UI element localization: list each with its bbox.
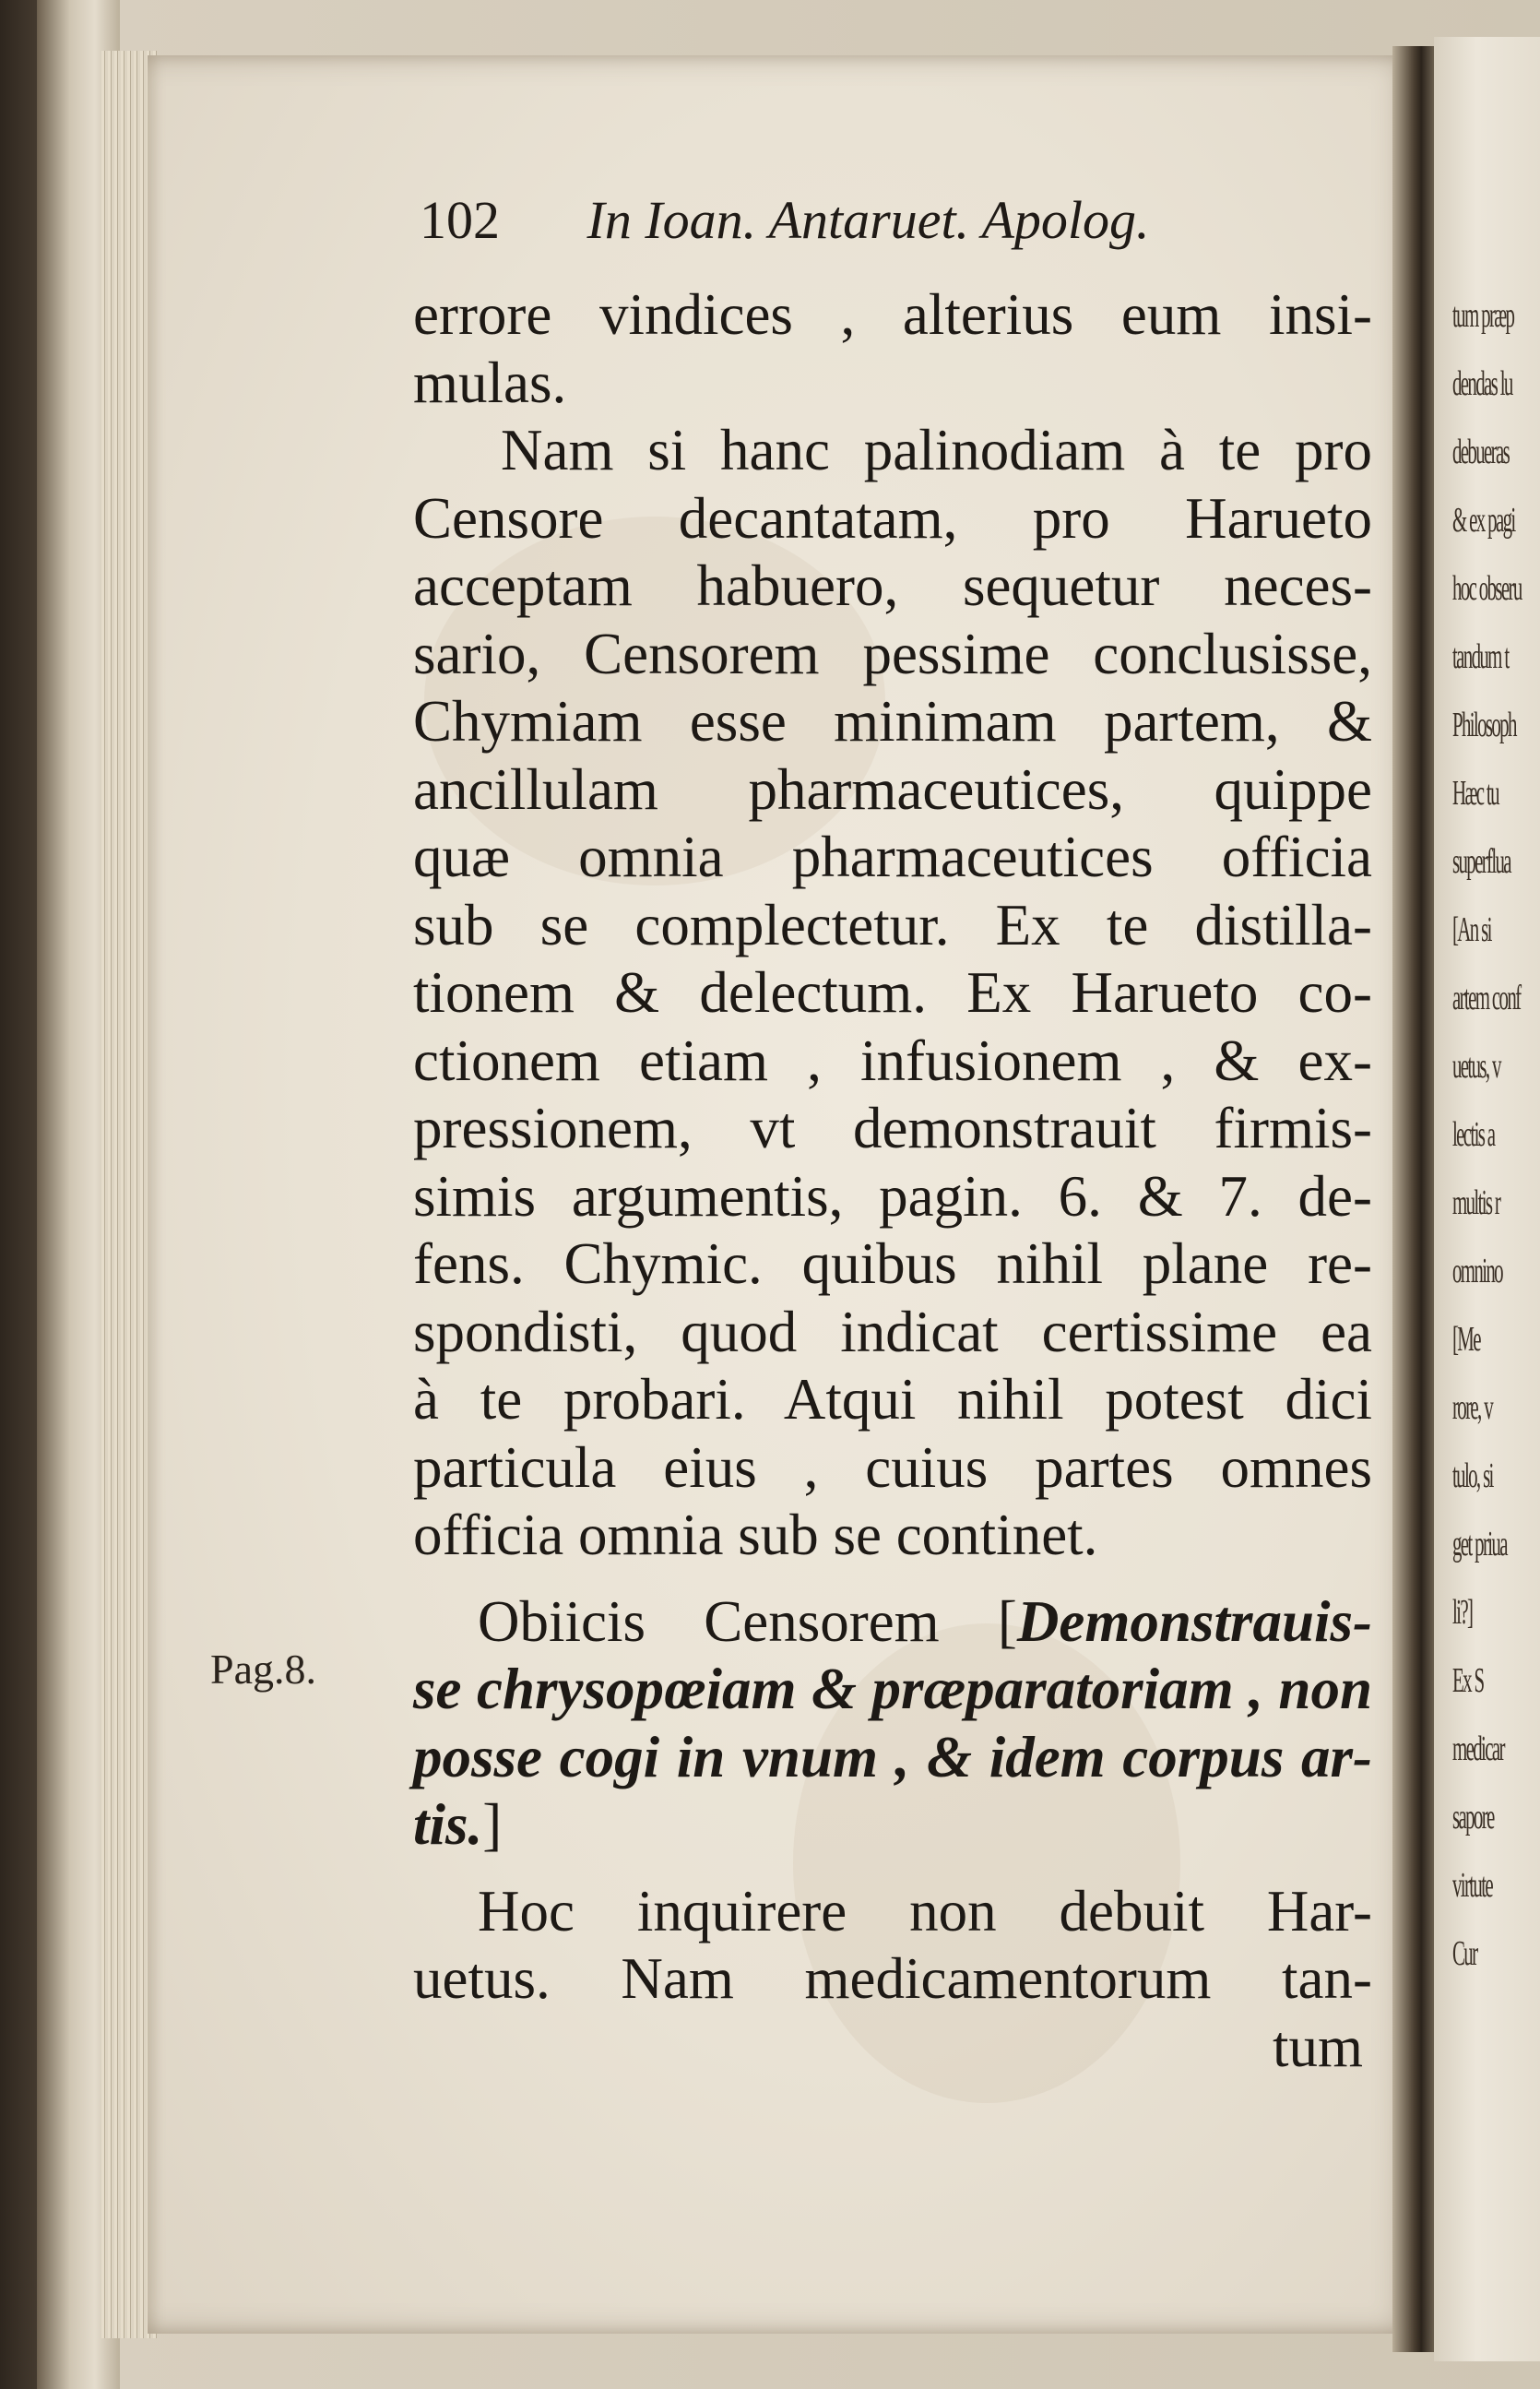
paragraph-gap [413, 1860, 1372, 1878]
facing-page-fragment: debueras [1452, 433, 1510, 471]
facing-page-fragment: tum præp [1452, 296, 1514, 335]
text-line: ancillulam pharmaceutices, quippe [413, 756, 1372, 822]
italic-quotation: posse cogi in vnum , & idem corpus ar- [413, 1724, 1372, 1789]
facing-page-fragment: medicar [1452, 1729, 1504, 1768]
text-line: mulas. [413, 350, 567, 415]
margin-note: Pag.8. [210, 1646, 316, 1693]
paragraph-gap [413, 1570, 1372, 1588]
text-line [413, 1791, 1372, 1860]
text-line: ctionem etiam , infusionem , & ex- [413, 1028, 1372, 1093]
italic-quotation: tis. [413, 1792, 483, 1857]
body-text [413, 281, 1372, 2081]
facing-page-fragment: Ex S [1452, 1661, 1484, 1700]
text-line: errore vindices , alterius eum insi- [413, 282, 1372, 347]
facing-page-fragment: rore, v [1452, 1388, 1493, 1427]
text-line: uetus. Nam medicamentorum tan- [413, 1946, 1372, 2011]
italic-quotation: se chrysopœiam & præparatoriam , non [413, 1657, 1372, 1721]
text-line: spondisti, quod indicat certissime ea [413, 1299, 1372, 1364]
text-line: particula eius , cuius partes omnes [413, 1434, 1372, 1500]
text-line: sario, Censorem pessime conclusisse, [413, 621, 1372, 686]
italic-quotation: Demonstrauis- [1016, 1588, 1372, 1654]
text-line: quæ omnia pharmaceutices officia [413, 825, 1372, 889]
facing-page-fragment: Philosoph [1452, 706, 1516, 744]
facing-page-fragment: lectis a [1452, 1115, 1495, 1154]
facing-page-fragment: artem conf [1452, 979, 1521, 1017]
text-line: simis argumentis, pagin. 6. & 7. de- [413, 1163, 1372, 1229]
text-line: officia omnia sub se continet. [413, 1503, 1098, 1567]
facing-page-fragment: & ex pagi [1452, 501, 1515, 540]
facing-page-fragment: uetus, v [1452, 1047, 1500, 1086]
page-number: 102 [420, 190, 500, 250]
facing-page-fragment: [Me [1452, 1320, 1480, 1359]
facing-page-fragment: sapore [1452, 1798, 1494, 1836]
facing-page-fragment: tandum t [1452, 637, 1509, 676]
facing-page-fragment: superflua [1452, 842, 1510, 881]
text-line: tionem & delectum. Ex Harueto co- [413, 960, 1372, 1025]
facing-page-fragment: Hæc tu [1452, 774, 1499, 813]
text-line: à te probari. Atqui nihil potest dici [413, 1367, 1372, 1432]
text-line: Hoc inquirere non debuit Har- [478, 1878, 1372, 1943]
text-line: Chymiam esse minimam partem, & [413, 689, 1372, 754]
text-line: pressionem, vt demonstrauit firmis- [413, 1096, 1372, 1160]
text-segment: ] [482, 1792, 503, 1857]
facing-page-fragment: [An si [1452, 910, 1491, 949]
text-line: Nam si hanc palinodiam à te pro [501, 418, 1372, 482]
text-segment: Obiicis Censorem [ [478, 1588, 1017, 1654]
facing-page-fragment: virtute [1452, 1866, 1493, 1905]
text-line [413, 1724, 1372, 1792]
running-header [420, 189, 1150, 251]
facing-page-fragment: multis r [1452, 1183, 1500, 1222]
running-title: In Ioan. Antaruet. Apolog. [586, 190, 1150, 250]
text-line [413, 1588, 1372, 1657]
facing-page-fragment: hoc obseru [1452, 569, 1522, 608]
text-line: Censore decantatam, pro Harueto [413, 485, 1372, 551]
text-line: fens. Chymic. quibus nihil plane re- [413, 1231, 1372, 1296]
facing-page-fragment: Cur [1452, 1934, 1477, 1973]
facing-page-fragment: get priua [1452, 1525, 1507, 1563]
catchword: tum [1272, 2014, 1363, 2079]
text-line [413, 1656, 1372, 1724]
facing-page [1434, 37, 1540, 2361]
text-line: acceptam habuero, sequetur neces- [413, 553, 1372, 618]
facing-page-fragment: dendas lu [1452, 364, 1512, 403]
facing-page-fragment: tulo, si [1452, 1456, 1493, 1495]
text-line: sub se complectetur. Ex te distilla- [413, 892, 1372, 957]
facing-page-fragment: li?] [1452, 1593, 1473, 1632]
facing-page-fragment: omnino [1452, 1252, 1502, 1290]
